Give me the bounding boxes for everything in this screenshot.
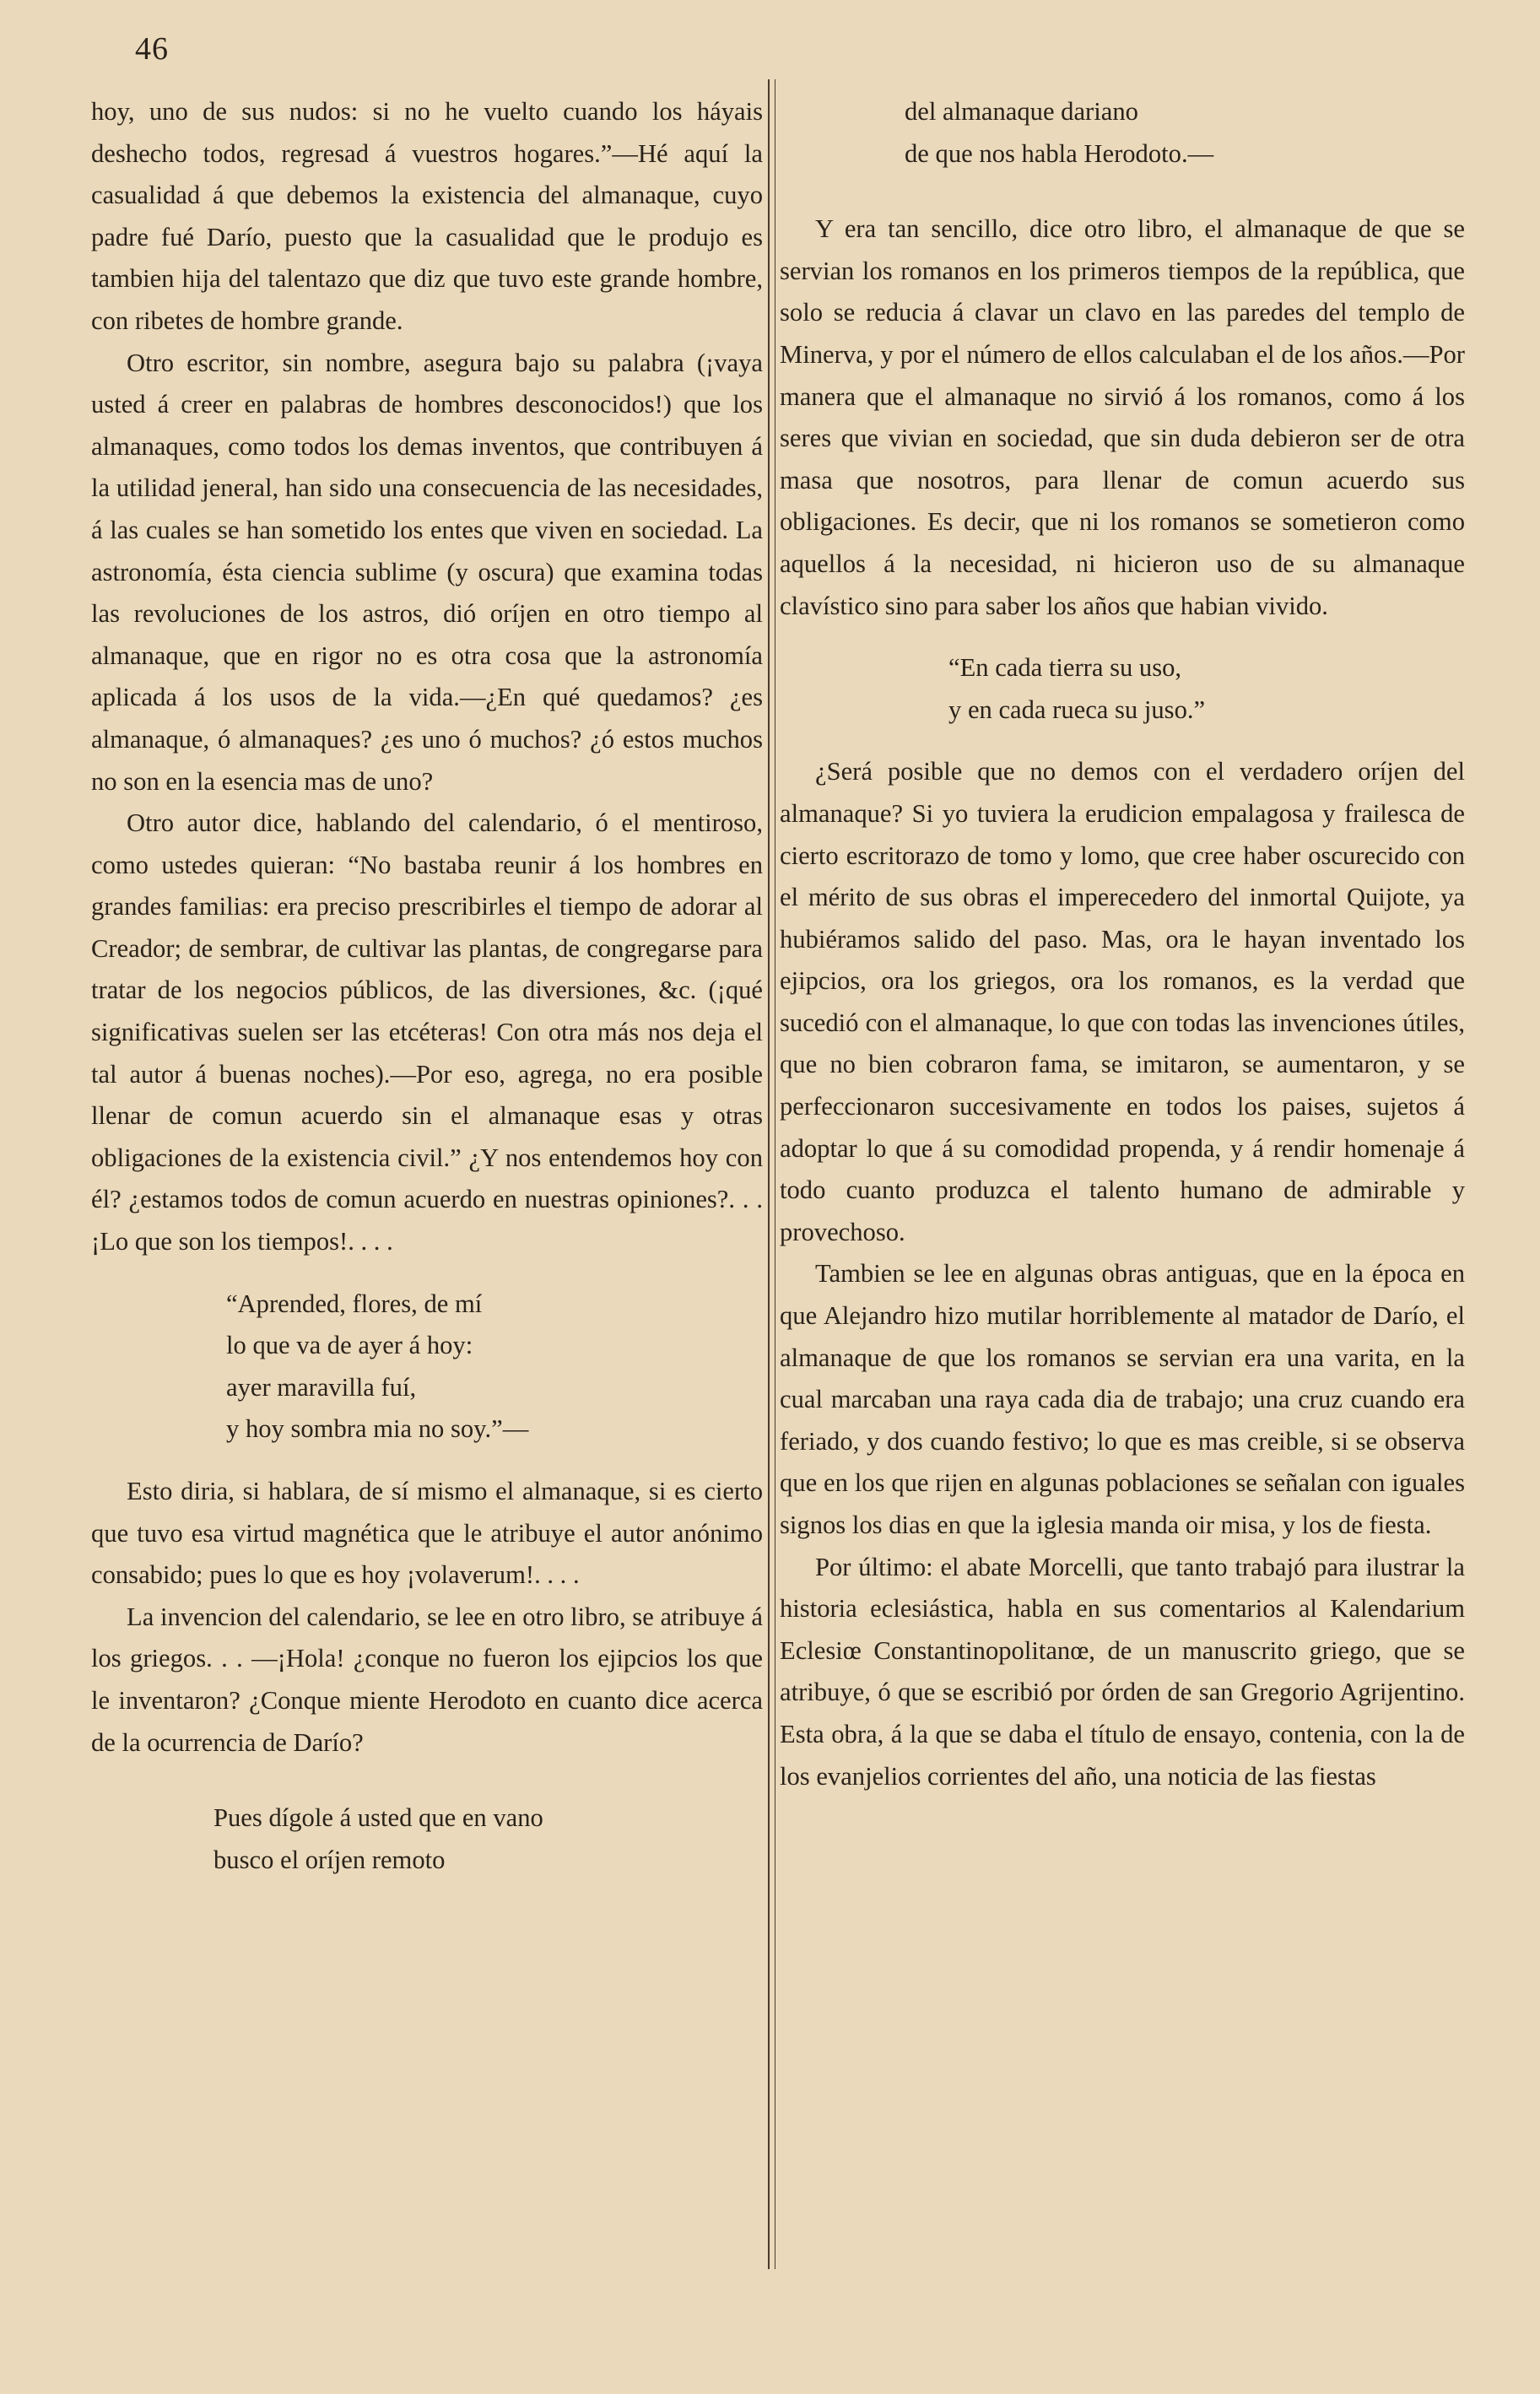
verse-line: “En cada tierra su uso, [948,653,1182,683]
verse [780,647,1465,731]
verse-line: ayer maravilla fuí, [226,1372,417,1402]
paragraph: Por último: el abate Morcelli, que tanto trabajó para ilustrar la historia eclesiástica, habla en sus comentarios al Kalendarium Eclesiœ Constantinopolitanœ, de un manuscrito griego, que se atribuye, ó que se escribió por órden de san Gregorio Agrijentino. Esta obra, á la que se daba el título de ensayo, contenia, con la de los evanjelios corrientes del año, una noticia de las fiestas [780,1552,1465,1791]
verse-line: de que nos habla Herodoto.— [905,138,1214,168]
paragraph: ¿Será posible que no demos con el verdadero oríjen del almanaque? Si yo tuviera la erudicion empalagosa y frailesca de cierto escritorazo de tomo y lomo, que cree haber oscurecido con el mérito de sus obras el imperecedero del inmortal Quijote, ya hubiéramos salido del paso. Mas, ora le hayan inventado los ejipcios, ora los griegos, ora los romanos, es la verdad que sucedió con el almanaque, lo que con todas las invenciones útiles, que no bien cobraron fama, se imitaron, se aumentaron, y se perfeccionaron succesivamente en todos los paises, sujetos á adoptar lo que á su comodidad propenda, y á rendir homenaje á todo cuanto produzca el talento humano de admirable y provechoso. [780,757,1465,1246]
left-column [91,91,763,2285]
right-column [780,91,1465,2285]
verse [91,1797,763,1881]
verse-line: del almanaque dariano [905,97,1138,126]
verse-line: busco el oríjen remoto [213,1845,446,1874]
verse-line: Pues dígole á usted que en vano [213,1803,543,1833]
column-divider [768,79,770,2269]
verse-line: lo que va de ayer á hoy: [226,1331,473,1360]
paragraph: Otro autor dice, hablando del calendario, ó el mentiroso, como ustedes quieran: “No bastaba reunir á los hombres en grandes familias: era preciso prescribirles el tiempo de adorar al Creador; de sembrar, de cultivar las plantas, de congregarse para tratar de los negocios públicos, de las diversiones, &c. (¡qué significativas suelen ser las etcéteras! Con otra más nos deja el tal autor á buenas noches).—Por eso, agrega, no era posible llenar de comun acuerdo sin el almanaque esas y otras obligaciones de la existencia civil.” ¿Y nos entendemos hoy con él? ¿estamos todos de comun acuerdo en nuestras opiniones?. . . ¡Lo que son los tiempos!. . . . [91,808,763,1256]
verse-line: y en cada rueca su juso.” [948,694,1206,724]
page-number: 46 [135,31,169,67]
paragraph: Y era tan sencillo, dice otro libro, el almanaque de que se servian los romanos en los primeros tiempos de la república, que solo se reducia á clavar un clavo en las paredes del templo de Minerva, y por el número de ellos calculaban el de los años.—Por manera que el almanaque no sirvió á los romanos, como á los seres que vivian en sociedad, que sin duda debieron ser de otra masa que nosotros, para llenar de comun acuerdo sus obligaciones. Es decir, que ni los romanos se sometieron como aquellos á la necesidad, ni hicieron uso de su almanaque clavístico sino para saber los años que habian vivido. [780,214,1465,620]
paragraph: Esto diria, si hablara, de sí mismo el almanaque, si es cierto que tuvo esa virtud magnética que le atribuye el autor anónimo consabido; pues lo que es hoy ¡volaverum!. . . . [91,1477,763,1590]
paragraph: hoy, uno de sus nudos: si no he vuelto cuando los háyais deshecho todos, regresad á vuestros hogares.”—Hé aquí la casualidad á que debemos la existencia del almanaque, cuyo padre fué Darío, puesto que la casualidad que le produjo es tambien hija del talentazo que diz que tuvo este grande hombre, con ribetes de hombre grande. [91,97,763,335]
verse-line: “Aprended, flores, de mí [226,1289,483,1318]
paragraph: La invencion del calendario, se lee en otro libro, se atribuye á los griegos. . . —¡Hola! ¿conque no fueron los ejipcios los que le inventaron? ¿Conque miente Herodoto en cuanto dice acerca de la ocurrencia de Darío? [91,1602,763,1757]
verse-line: y hoy sombra mia no soy.”— [226,1414,529,1444]
paragraph: Otro escritor, sin nombre, asegura bajo su palabra (¡vaya usted á creer en palabras de hombres desconocidos!) que los almanaques, como todos los demas inventos, que contribuyen á la utilidad jeneral, han sido una consecuencia de las necesidades, á las cuales se han sometido los entes que viven en sociedad. La astronomía, ésta ciencia sublime (y oscura) que examina todas las revoluciones de los astros, dió oríjen en otro tiempo al almanaque, que en rigor no es otra cosa que la astronomía aplicada á los usos de la vida.—¿En qué quedamos? ¿es almanaque, ó almanaques? ¿es uno ó muchos? ¿ó estos muchos no son en la esencia mas de uno? [91,348,763,796]
verse [780,91,1465,175]
paragraph: Tambien se lee en algunas obras antiguas, que en la época en que Alejandro hizo mutilar horriblemente al matador de Darío, el almanaque de que los romanos se servian era una varita, en la cual marcaban una raya cada dia de trabajo; una cruz cuando era feriado, y dos cuando festivo; lo que es mas creible, si se observa que en los que rijen en algunas poblaciones se señalan con iguales signos los dias en que la iglesia manda oir misa, y los de fiesta. [780,1259,1465,1539]
verse [91,1283,763,1451]
